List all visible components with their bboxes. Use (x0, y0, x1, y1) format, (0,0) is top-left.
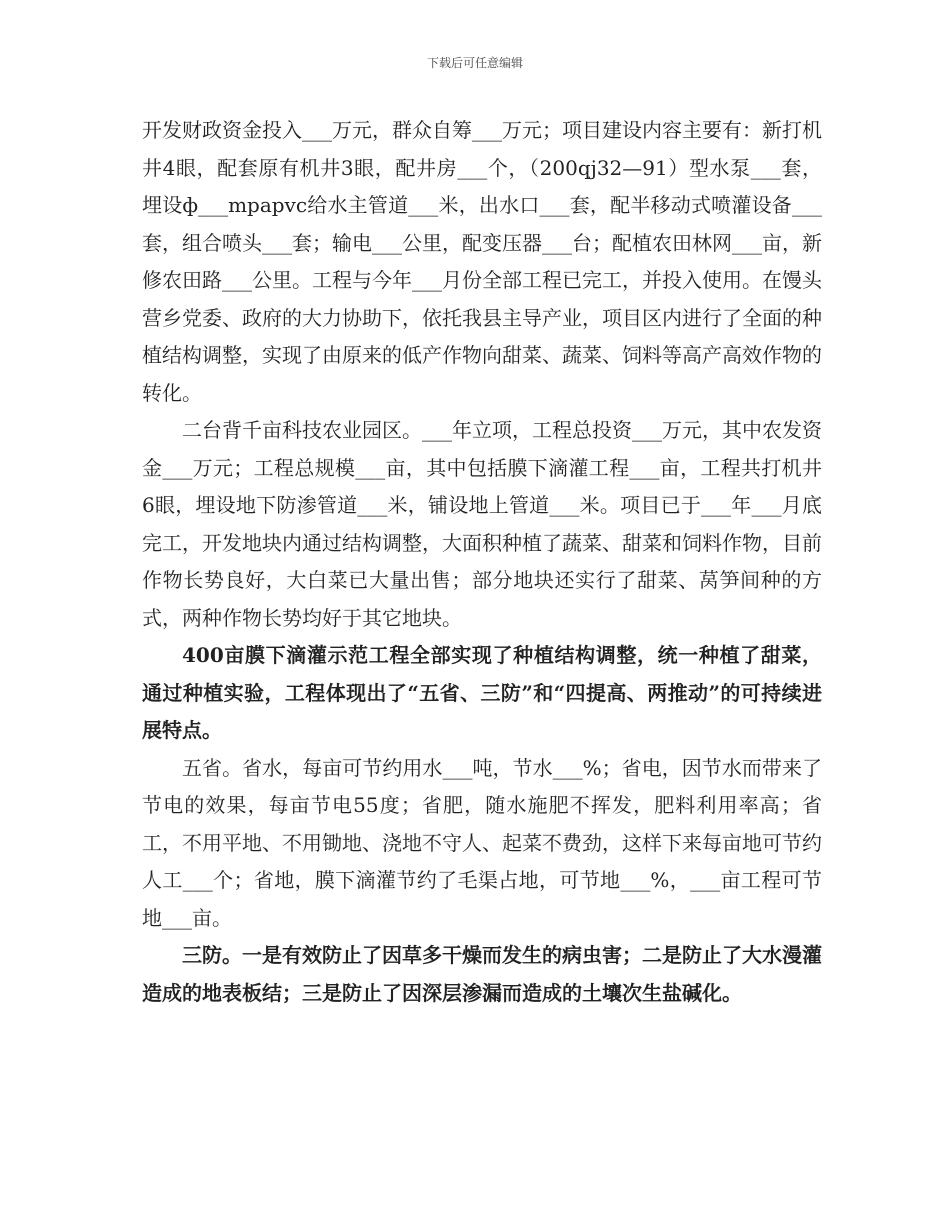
paragraph-five-savings: 五省。省水，每亩可节约用水___吨，节水___%；省电，因节水而带来了节电的效果，每亩节电55度；省肥，随水施肥不挥发，肥料利用率高；省工，不用平地、不用锄地、浇地不守人、起菜不费劲，这样下来每亩地可节约人工___个；省地，膜下滴灌节约了毛渠占地，可节地___%，___亩工程可节地___亩。 (142, 755, 822, 930)
paragraph-three-preventions: 三防。一是有效防止了因草多干燥而发生的病虫害；二是防止了大水漫灌造成的地表板结；三是防止了因深层渗漏而造成的土壤次生盐碱化。 (142, 943, 822, 1005)
paragraph-drip-irrigation: 400亩膜下滴灌示范工程全部实现了种植结构调整，统一种植了甜菜，通过种植实验，工程体现出了“五省、三防”和“四提高、两推动”的可持续进展特点。 (142, 643, 822, 742)
paragraph-ertaibei-park: 二台背千亩科技农业园区。___年立项，工程总投资___万元，其中农发资金___万元；工程总规模___亩，其中包括膜下滴灌工程___亩，工程共打机井6眼，埋设地下防渗管道___米，铺设地上管道___米。项目已于___年___月底完工，开发地块内通过结构调整，大面积种植了蔬菜、甜菜和饲料作物，目前作物长势良好，大白菜已大量出售；部分地块还实行了甜菜、莴笋间种的方式，两种作物长势均好于其它地块。 (142, 418, 822, 630)
document-body (142, 112, 822, 1012)
page-header: 下载后可任意编辑 (426, 56, 523, 70)
paragraph-funding: 开发财政资金投入___万元，群众自筹___万元；项目建设内容主要有：新打机井4眼，配套原有机井3眼，配井房___个，（200qj32—91）型水泵___套，埋设ф___mpapvc给水主管道___米，出水口___套，配半移动式喷灌设备___套，组合喷头___套；输电___公里，配变压器___台；配植农田林网___亩，新修农田路___公里。工程与今年___月份全部工程已完工，并投入使用。在馒头营乡党委、政府的大力协助下，依托我县主导产业，项目区内进行了全面的种植结构调整，实现了由原来的低产作物向甜菜、蔬菜、饲料等高产高效作物的转化。 (142, 118, 822, 405)
